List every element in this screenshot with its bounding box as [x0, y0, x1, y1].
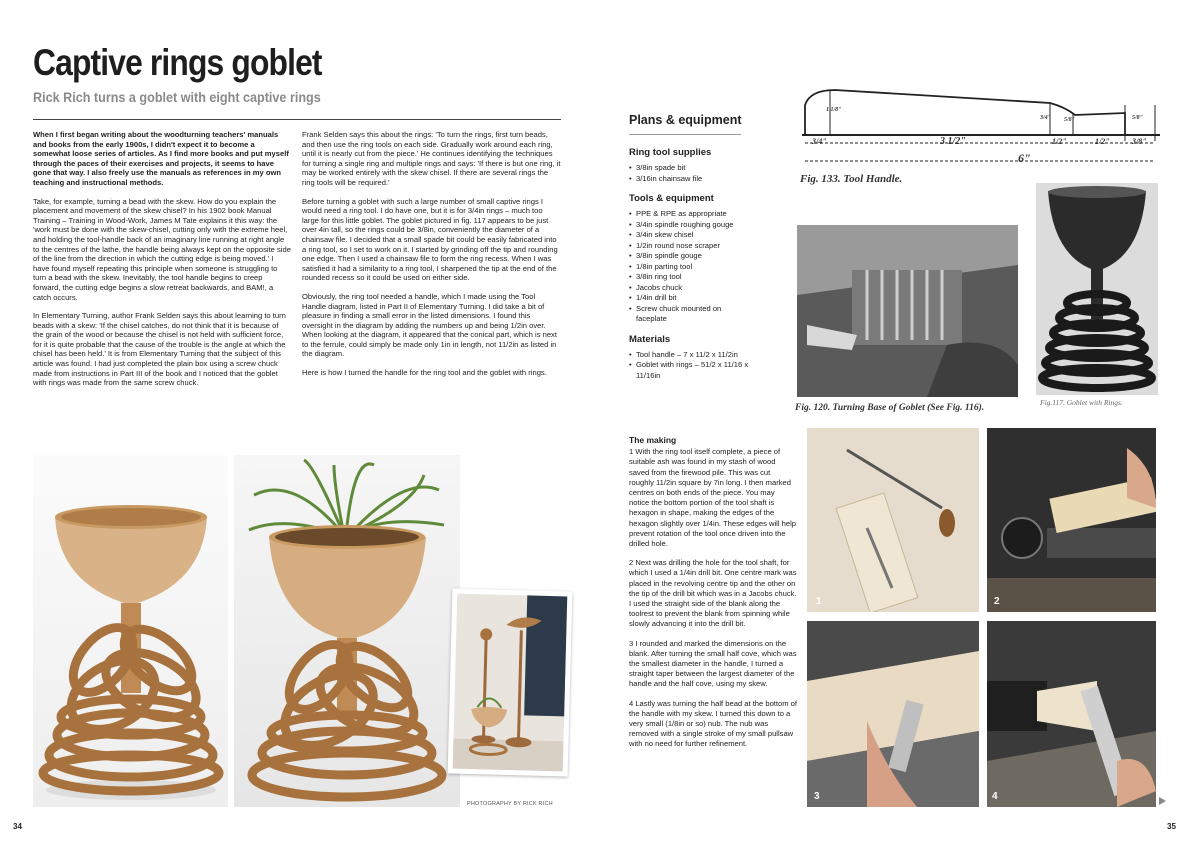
materials-heading: Materials: [629, 333, 671, 345]
goblet-plant-illustration: [234, 455, 460, 807]
title-divider: [33, 119, 561, 120]
goblet-photo-2: [234, 455, 460, 807]
ring-tool-list: [629, 163, 769, 184]
plans-heading: Plans & equipment: [629, 113, 742, 127]
paragraph: Obviously, the ring tool needed a handle, which I made using the Tool Handle diagram, listed in Part II of Elementary Turning. I did take a bit of pleasure in finding a small error in the listed dimensions. I found this oversight in the diagram by adding the numbers up and being 1/2in over. When looking at the diagram, it appeared that the conical part, which is next to the ferrule, could simply be made only 1in in length, not 11/2in as listed in the diagram.: [302, 291, 557, 359]
plans-box: [629, 147, 769, 381]
list-item: • 3/4in spindle roughing gouge: [629, 220, 769, 231]
making-heading: The making: [629, 435, 677, 445]
fig120-caption: Fig. 120. Turning Base of Goblet (See Fig. 116).: [795, 403, 985, 413]
article-column-1: [33, 130, 291, 397]
list-item: • Tool handle – 7 x 11/2 x 11/2in: [629, 350, 769, 361]
step-1-text: 1 With the ring tool itself complete, a piece of suitable ash was found in my stash of wood saved from the firewood pile. This was cut roughly 11/2in square by 7in long. I then marked centres on both ends of the piece. You may notice the bottom portion of the tool shaft is hexagon in shape, making the edges of the hexagon slightly over 1/4in. These edges will help prevent rotation of the tool once driven into the drilled hole.: [629, 447, 797, 549]
fig133-caption: Fig. 133. Tool Handle.: [800, 173, 903, 185]
step-number: 1: [816, 596, 822, 607]
page-number-right: 35: [1167, 822, 1176, 831]
page-number-left: 34: [13, 822, 22, 831]
paragraph: Here is how I turned the handle for the ring tool and the goblet with rings.: [302, 368, 547, 378]
list-item: • 3/16in chainsaw file: [629, 174, 769, 185]
fig117-photo: [1036, 183, 1158, 395]
dim-label: 3/4": [812, 137, 827, 146]
intro-paragraph: When I first began writing about the woodturning teachers' manuals and books from the early 1900s, I didn't expect it to become a somewhat loose series of articles. As I find more books and put myself through the paces of their exercises and projects, it seems to have gone that way. I also freely use the manuals as references in my own teaching and instructional methods.: [33, 130, 289, 187]
list-item: • Goblet with rings – 51/2 x 11/16 x 11/16in: [629, 360, 769, 381]
dim-label: 6": [1018, 151, 1031, 165]
step-photo-3: [807, 621, 979, 807]
list-item: • Jacobs chuck: [629, 283, 769, 294]
photo-credit: PHOTOGRAPHY BY RICK RICH: [467, 801, 553, 807]
tools-heading: Tools & equipment: [629, 193, 714, 204]
list-item: • Screw chuck mounted on faceplate: [629, 304, 731, 325]
step-3-text: 3 I rounded and marked the dimensions on the blank. After turning the small half cove, which was the smallest diameter in the handle, I turned a straight taper between the largest diameter of the handle and the half cove, using my skew.: [629, 638, 797, 689]
step-number: 4: [992, 791, 998, 802]
materials-list: [629, 350, 769, 382]
making-section: [629, 435, 797, 759]
dim-label: 3/4": [1040, 115, 1051, 121]
list-item: • 3/8in spindle gouge: [629, 251, 769, 262]
step-photo-1: [807, 428, 979, 612]
list-item: • 3/4in skew chisel: [629, 230, 769, 241]
paragraph: Frank Selden says this about the rings: 'To turn the rings, first turn beads, and then use the ring tools on each side. Gradually work around each ring, until it is nearly cut from the piece.' He continues identifying the techniques for turning a single ring and multiple rings and says: 'If there is but one ring, it may be worked entirely with the skew chisel. If there are several rings the ring tools will be required.': [302, 130, 561, 187]
paragraph: Before turning a goblet with such a large number of small captive rings I would need a ring tool. I do have one, but it is for 3/4in rings – much too large for this little goblet. The goblet pictured in fig. 117 appears to be just over 4in tall, so the rings could be 3/8in, conveniently the diameter of a chainsaw file. I decided that a small spade bit could be easily fabricated into a ring tool, so I set to work on it. I started by grinding off the tip and rounding one edge. Then I used a chainsaw file to form the ring recess. When I was satisfied it had a similarity to a ring tool, I sharpened the tip at the end of the rounded recess so it could be used on either side.: [302, 196, 558, 283]
goblet-photo-1: [33, 455, 228, 807]
ring-tool-heading: Ring tool supplies: [629, 147, 712, 158]
step-photo-4: [987, 621, 1156, 807]
list-item: • PPE & RPE as appropriate: [629, 209, 769, 220]
step-4-text: 4 Lastly was turning the half bead at the bottom of the handle with my skew. I turned this down to a very small (1/8in or so) nub. The nub was removed with a single stroke of my small pullsaw with no need for further refinement.: [629, 698, 798, 749]
step-number: 3: [814, 791, 820, 802]
fig117-caption: Fig.117. Goblet with Rings.: [1040, 398, 1123, 407]
paragraph: Take, for example, turning a bead with the skew. How do you explain the placement and movement of the skew chisel? In his 1902 book Manual Training – Training in Wood-Work, James M Tate explains it this way: the 'work must be done with the skew-chisel, cutting only with the extreme heel, and holding the tool-handle back of an imaginary line running at right angle to the centres of the lathe, the handle being always kept on the opposite side of the line from the direction in which the cutting edge is being moved.' I have found myself repeating this principle when someone is struggling to turn a bead with the skew. Inevitably, the tool handle begins to creep forward, the cutting edge begins a slow retreat backwards, and BAM!, a catch occurs.: [33, 196, 291, 302]
article-column-2: [302, 130, 561, 387]
goblet-illustration: [33, 455, 228, 807]
dim-label: 5/8": [1132, 115, 1143, 121]
tools-list: [629, 209, 769, 325]
dim-label: 1/2": [1052, 137, 1067, 146]
step-2-text: 2 Next was drilling the hole for the tool shaft, for which I used a 1/4in drill bit. One centre mark was placed in the revolving centre tip and the other on the tip of the drill bit which was in a Jacobs chuck. I used the straight side of the blank along the toolrest to prevent the blank from spinning while slowly advancing it into the drill bit.: [629, 558, 797, 629]
display-photo: [448, 588, 573, 776]
dim-label: 3/8": [1132, 137, 1147, 146]
page-subtitle: Rick Rich turns a goblet with eight captive rings: [33, 89, 321, 105]
paragraph: In Elementary Turning, author Frank Selden says this about learning to turn beads with a skew: 'If the chisel catches, do not think that it is because of the grain of the wood or because the chisel is not held with sufficient force, for it is quite probable that the cause of the trouble is the angle at which the chisel has been held.' It is from Elementary Turning that the subject of this article was found. I had just completed the plain box using a screw chuck made from instructions in Part III of the book and I noticed that the goblet with rings was made from the same screw chuck.: [33, 311, 286, 388]
step-number: 2: [994, 596, 1000, 607]
list-item: • 1/8in parting tool: [629, 262, 769, 273]
fig120-photo: [797, 225, 1018, 397]
page-title: Captive rings goblet: [33, 42, 322, 83]
dim-label: 5/8": [1064, 117, 1075, 123]
dim-label: 3 1/2": [940, 136, 966, 147]
next-page-arrow-icon: [1159, 797, 1166, 805]
dim-label: 1 1/8": [826, 107, 842, 113]
step-photo-2: [987, 428, 1156, 612]
plans-divider: [629, 134, 741, 135]
list-item: • 1/2in round nose scraper: [629, 241, 769, 252]
list-item: • 3/8in ring tool: [629, 272, 769, 283]
dim-label: 1/2": [1095, 137, 1110, 146]
list-item: • 3/8in spade bit: [629, 163, 769, 174]
list-item: • 1/4in drill bit: [629, 293, 769, 304]
